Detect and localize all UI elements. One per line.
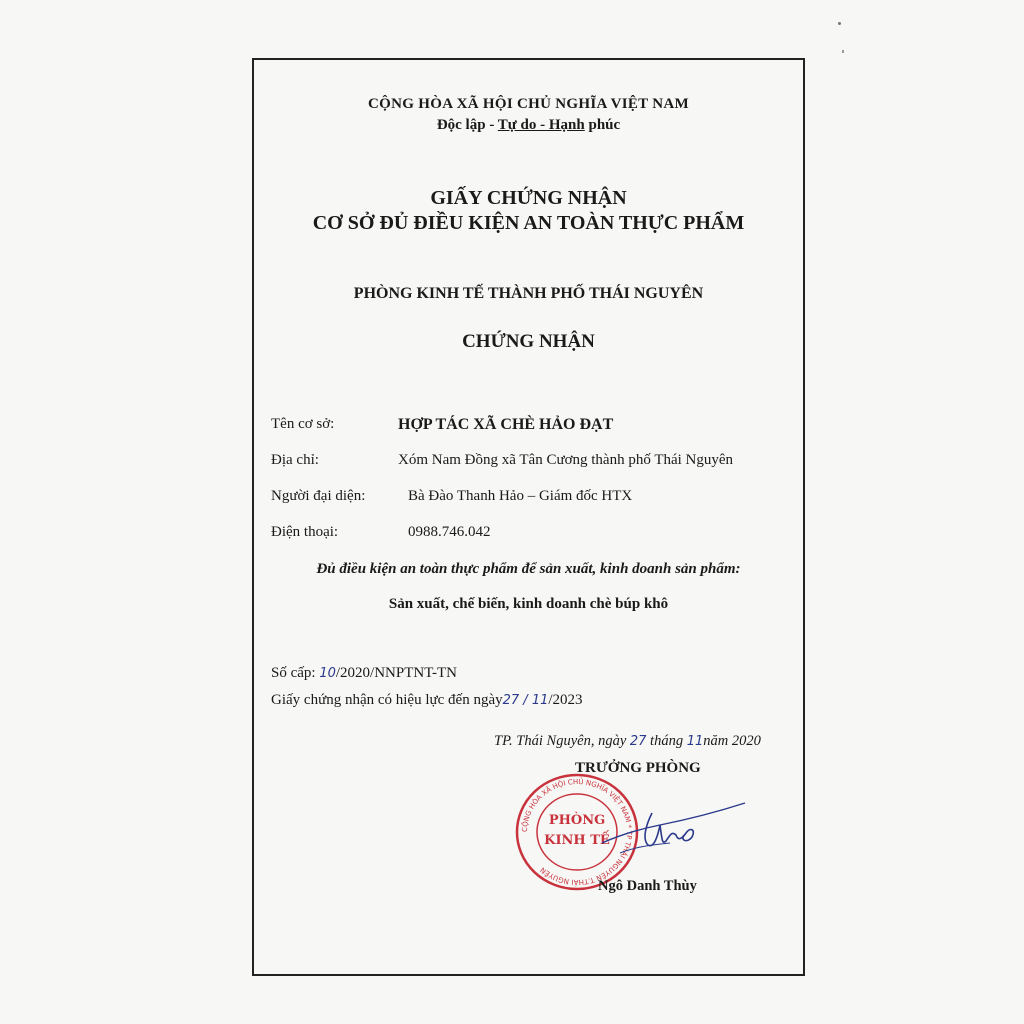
svg-text:KINH TẾ: KINH TẾ (544, 833, 610, 848)
signature-icon (600, 795, 750, 865)
certificate-title-line1: GIẤY CHỨNG NHẬN (430, 187, 627, 209)
facility-name-value: HỢP TÁC XÃ CHÈ HẢO ĐẠT (398, 416, 614, 433)
scan-speck (838, 22, 841, 25)
certify-heading: CHỨNG NHẬN (462, 331, 595, 352)
representative-value: Bà Đào Thanh Hảo – Giám đốc HTX (408, 488, 633, 504)
national-title: CỘNG HÒA XÃ HỘI CHỦ NGHĨA VIỆT NAM (368, 96, 689, 112)
facility-name-label: Tên cơ sở: (271, 416, 335, 432)
signer-name: Ngô Danh Thùy (598, 878, 697, 894)
certificate-title-line2: CƠ SỞ ĐỦ ĐIỀU KIỆN AN TOÀN THỰC PHẨM (312, 212, 745, 234)
representative-label: Người đại diện: (271, 488, 366, 504)
issuing-authority: PHÒNG KINH TẾ THÀNH PHỐ THÁI NGUYÊN (353, 285, 704, 302)
signatory-title: TRƯỞNG PHÒNG (575, 760, 701, 776)
handwritten-number: 10 (319, 666, 336, 681)
validity-date: Giấy chứng nhận có hiệu lực đến ngày27 / 11/2023 (271, 692, 583, 708)
national-motto: Độc lập - Tự do - Hạnh phúc (436, 117, 621, 133)
address-value: Xóm Nam Đồng xã Tân Cương thành phố Thái Nguyên (398, 452, 734, 468)
phone-label: Điện thoại: (271, 524, 339, 540)
condition-statement: Đủ điều kiện an toàn thực phẩm để sản xuất, kinh doanh sản phẩm: (316, 561, 741, 577)
address-label: Địa chỉ: (271, 452, 319, 468)
place-and-date: TP. Thái Nguyên, ngày 27 tháng 11năm 2020 (494, 733, 761, 749)
phone-value: 0988.746.042 (408, 524, 491, 540)
svg-text:CỘNG HÒA XÃ HỘI CHỦ NGHĨA VIỆT: CỘNG HÒA XÃ HỘI CHỦ NGHĨA VIỆT NAM * TP THÁI NGUYÊN T.THÁI NGUYÊN (520, 777, 634, 887)
product-scope: Sản xuất, chế biến, kinh doanh chè búp khô (388, 596, 669, 612)
svg-text:PHÒNG: PHÒNG (548, 813, 606, 828)
scan-speck (842, 50, 844, 53)
certificate-number: Số cấp: 10/2020/NNPTNT-TN (271, 665, 457, 681)
